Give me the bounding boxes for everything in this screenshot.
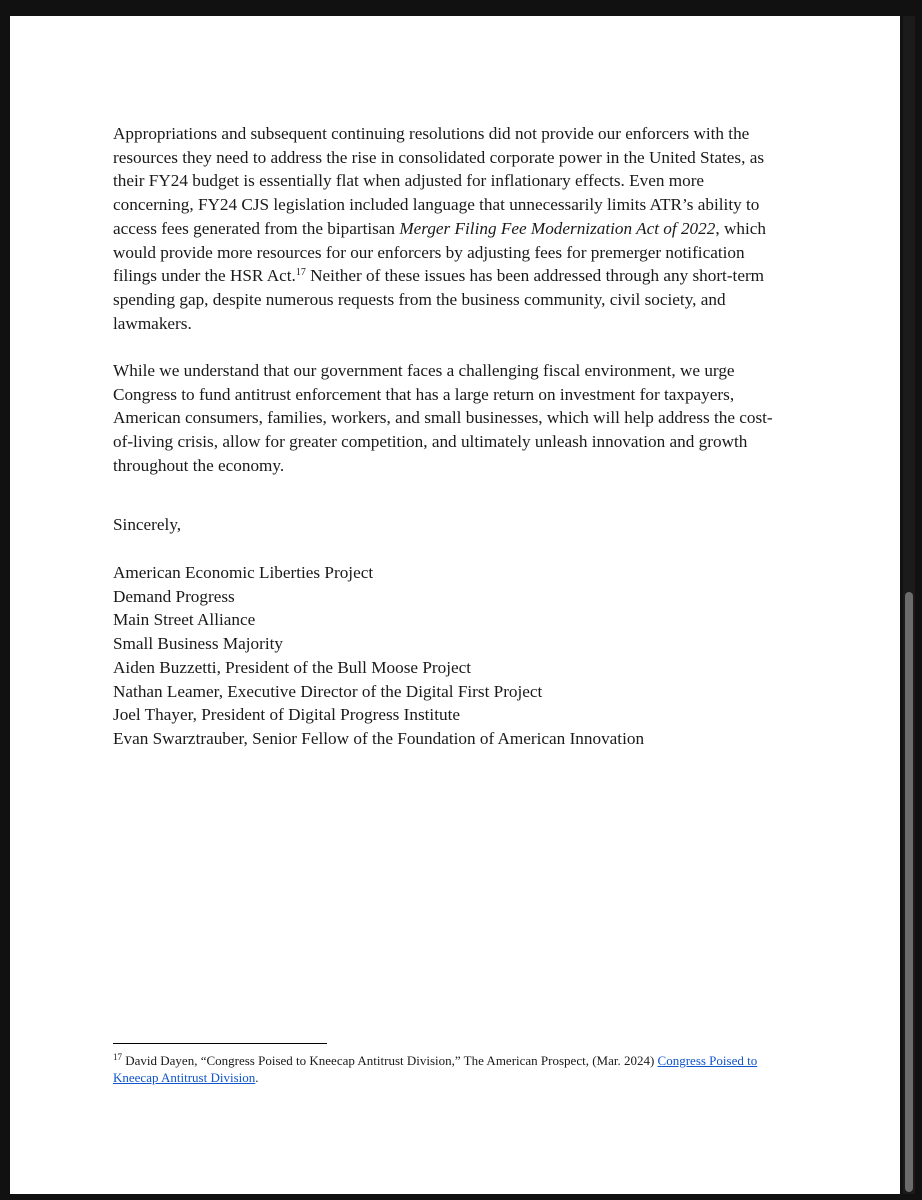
text-line: spending gap, despite numerous requests from the business community, civil society, and (113, 289, 726, 309)
text-line: Appropriations and subsequent continuing resolutions did not provide our enforcers with the (113, 124, 750, 143)
footnote-link-part[interactable]: Congress Poised to (657, 1053, 758, 1068)
signer-item: Small Business Majority (113, 634, 283, 654)
text-segment: filings under the HSR Act. (113, 266, 296, 286)
text-line (113, 217, 813, 241)
footnote-link-part[interactable]: Kneecap Antitrust Division (113, 1070, 256, 1085)
footnote-text: David Dayen, “Congress Poised to Kneecap Antitrust Division,” The American Prospect, (Mar. 2024) (122, 1053, 658, 1068)
footnote (113, 1052, 813, 1086)
footnote-end: . (255, 1070, 259, 1085)
text-line: of-living crisis, allow for greater competition, and ultimately unleash innovation and growth (113, 432, 748, 452)
text-line: American consumers, families, workers, and small businesses, which will help address the cost- (113, 408, 773, 428)
text-segment: access fees generated from the bipartisan (113, 218, 400, 238)
text-line: lawmakers. (113, 313, 192, 333)
text-segment: Neither of these issues has been addressed through any short-term (305, 266, 765, 286)
text-line: concerning, FY24 CJS legislation included language that unnecessarily limits ATR’s ability to (113, 195, 760, 215)
text-line: Congress to fund antitrust enforcement that has a large return on investment for taxpayers, (113, 384, 735, 404)
signer-item: Evan Swarztrauber, Senior Fellow of the Foundation of American Innovation (113, 728, 645, 748)
text-line (113, 264, 813, 288)
closing-text: Sincerely, (113, 515, 182, 534)
signer-item: Main Street Alliance (113, 610, 256, 630)
footnote-divider (113, 1043, 327, 1044)
signer-item: Joel Thayer, President of Digital Progress Institute (113, 705, 460, 725)
text-line: their FY24 budget is essentially flat when adjusted for inflationary effects. Even more (113, 171, 705, 191)
signer-item: American Economic Liberties Project (113, 563, 374, 582)
text-line: resources they need to address the rise in consolidated corporate power in the United States, as (113, 147, 765, 167)
footnote-number: 17 (113, 1052, 122, 1062)
signer-item: Nathan Leamer, Executive Director of the Digital First Project (113, 681, 543, 701)
signer-item: Demand Progress (113, 586, 235, 606)
document-page (10, 16, 900, 1194)
paragraph-urge-congress (113, 359, 813, 478)
closing-salutation (113, 513, 813, 537)
paragraph-appropriations (113, 122, 813, 335)
text-segment: , which (715, 218, 766, 238)
text-line: throughout the economy. (113, 455, 285, 475)
text-line: While we understand that our government faces a challenging fiscal environment, we urge (113, 361, 735, 380)
signer-list (113, 561, 813, 751)
scrollbar-thumb[interactable] (905, 592, 913, 1192)
footnote-reference[interactable]: 17 (295, 267, 306, 279)
text-line: would provide more resources for our enforcers by adjusting fees for premerger notification (113, 242, 745, 262)
signer-item: Aiden Buzzetti, President of the Bull Moose Project (113, 657, 472, 677)
act-title: Merger Filing Fee Modernization Act of 2022 (399, 218, 716, 238)
